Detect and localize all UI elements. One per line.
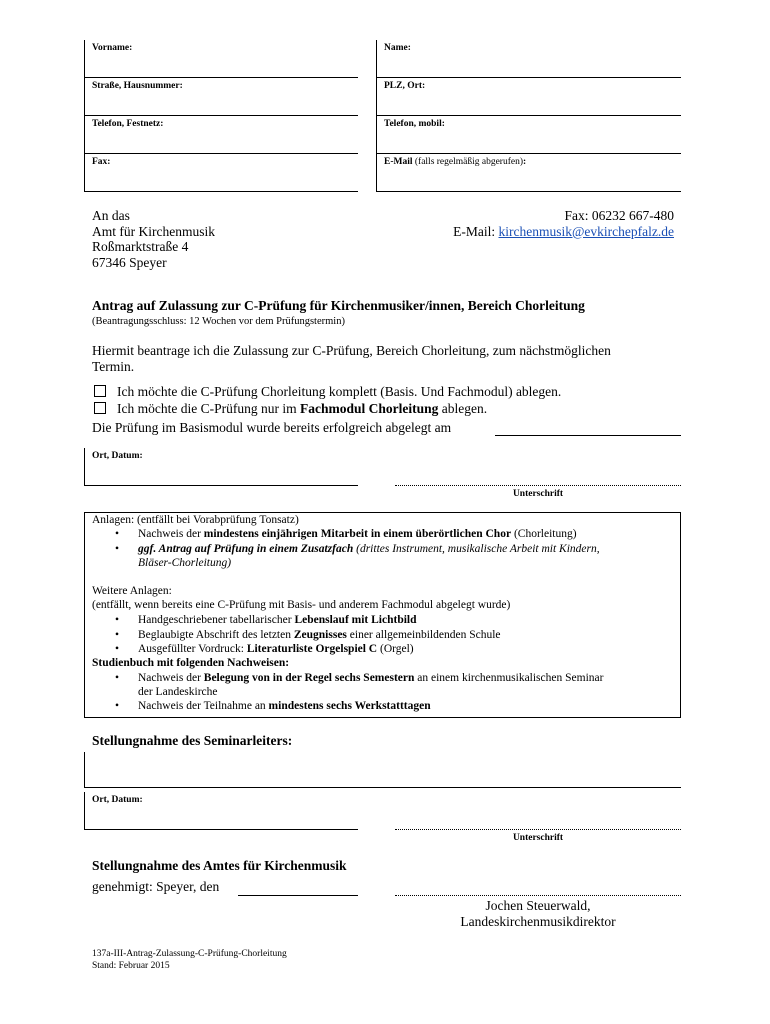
seminar-signature-label: Unterschrift [512, 833, 564, 843]
vorname-label: Vorname: [92, 43, 133, 53]
seminar-ort-datum-label: Ort, Datum: [92, 795, 143, 805]
name-label: Name: [384, 43, 411, 53]
fax-label: Fax: [92, 157, 111, 167]
amt-statement-title: Stellungnahme des Amtes für Kirchenmusik [92, 858, 347, 873]
recipient-contact [453, 208, 674, 239]
bullet-icon: • [115, 643, 120, 655]
request-text [92, 343, 682, 375]
attachment-semester-cont: der Landeskirche [138, 686, 218, 698]
contact-email-label: E-Mail: [453, 223, 499, 239]
form-subtitle: (Beantragungsschluss: 12 Wochen vor dem Prüfungstermin) [92, 316, 345, 327]
attachment-zeugnis: Beglaubigte Abschrift des letzten Zeugnisses einer allgemeinbildenden Schule [138, 629, 501, 641]
option-komplett-label: Ich möchte die C-Prüfung Chorleitung komplett (Basis. Und Fachmodul) ablegen. [117, 384, 562, 399]
request-line-1: Hiermit beantrage ich die Zulassung zur C-Prüfung, Bereich Chorleitung, zum nächstmöglichen [92, 343, 611, 358]
telefon-festnetz-label: Telefon, Festnetz: [92, 119, 164, 129]
document-footer [92, 948, 287, 972]
weitere-note: (entfällt, wenn bereits eine C-Prüfung mit Basis- und anderem Fachmodul abgelegt wurde) [92, 599, 511, 611]
address-line-3: Roßmarktstraße 4 [92, 239, 189, 254]
address-line-4: 67346 Speyer [92, 254, 167, 270]
seminar-signature-line[interactable] [395, 829, 681, 830]
attachment-lebenslauf: Handgeschriebener tabellarischer Lebenslauf mit Lichtbild [138, 614, 417, 626]
form-title: Antrag auf Zulassung zur C-Prüfung für Kirchenmusiker/innen, Bereich Chorleitung [92, 298, 585, 313]
attachments-box [84, 512, 681, 718]
director-signature-line[interactable] [395, 895, 681, 896]
director-name: Jochen Steuerwald, [485, 898, 591, 913]
strasse-field[interactable] [84, 78, 358, 116]
seminar-ort-datum-field[interactable] [84, 792, 358, 830]
basismodul-text: Die Prüfung im Basismodul wurde bereits erfolgreich abgelegt am [92, 420, 452, 435]
genehmigt-date-line[interactable] [238, 895, 358, 896]
option-komplett-checkbox[interactable] [94, 385, 106, 397]
telefon-mobil-label: Telefon, mobil: [384, 119, 445, 129]
fax-field[interactable] [84, 154, 358, 192]
genehmigt-text: genehmigt: Speyer, den [92, 879, 220, 894]
telefon-festnetz-field[interactable] [84, 116, 358, 154]
bullet-icon: • [115, 700, 120, 712]
attachment-chor: Nachweis der mindestens einjährigen Mitarbeit in einem überörtlichen Chor (Chorleitung) [138, 528, 577, 540]
ort-datum-label: Ort, Datum: [92, 451, 143, 461]
option-fachmodul-label: Ich möchte die C-Prüfung nur im Fachmodul Chorleitung ablegen. [117, 401, 488, 416]
attachment-semester: Nachweis der Belegung von in der Regel sechs Semestern an einem kirchenmusikalischen Seminar [138, 672, 604, 684]
contact-fax: Fax: 06232 667-480 [564, 208, 674, 223]
attachment-zusatzfach: ggf. Antrag auf Prüfung in einem Zusatzfach (drittes Instrument, musikalische Arbeit mit Kindern, [138, 543, 600, 555]
bullet-icon: • [115, 528, 120, 540]
seminar-statement-title: Stellungnahme des Seminarleiters: [92, 733, 293, 748]
attachment-zusatzfach-cont: Bläser-Chorleitung) [138, 557, 232, 569]
attachment-werkstatttage: Nachweis der Teilnahme an mindestens sechs Werkstatttagen [138, 700, 431, 712]
bullet-icon: • [115, 672, 120, 684]
weitere-heading: Weitere Anlagen: [92, 585, 172, 597]
email-field[interactable] [376, 154, 681, 192]
footer-date: Stand: Februar 2015 [92, 961, 170, 971]
basismodul-date-line[interactable] [495, 435, 681, 436]
seminar-statement-field[interactable] [84, 752, 681, 788]
attachment-literaturliste: Ausgefüllter Vordruck: Literaturliste Orgelspiel C (Orgel) [138, 643, 414, 655]
address-line-2: Amt für Kirchenmusik [92, 223, 215, 239]
bullet-icon: • [115, 614, 120, 626]
director-role: Landeskirchenmusikdirektor [460, 914, 616, 929]
bullet-icon: • [115, 543, 120, 555]
name-field[interactable] [376, 40, 681, 78]
strasse-label: Straße, Hausnummer: [92, 81, 183, 91]
footer-doc-id: 137a-III-Antrag-Zulassung-C-Prüfung-Chorleitung [92, 949, 287, 959]
signature-line[interactable] [395, 485, 681, 486]
ort-datum-field[interactable] [84, 448, 358, 486]
email-label: E-Mail (falls regelmäßig abgerufen): [384, 157, 527, 167]
option-fachmodul-checkbox[interactable] [94, 402, 106, 414]
signature-label: Unterschrift [512, 489, 564, 499]
plz-ort-label: PLZ, Ort: [384, 81, 426, 91]
contact-email-link[interactable]: kirchenmusik@evkirchepfalz.de [498, 223, 674, 239]
recipient-address [92, 208, 215, 270]
contact-email-line [453, 224, 674, 240]
bullet-icon: • [115, 629, 120, 641]
studienbuch-heading: Studienbuch mit folgenden Nachweisen: [92, 657, 290, 669]
plz-ort-field[interactable] [376, 78, 681, 116]
vorname-field[interactable] [84, 40, 358, 78]
telefon-mobil-field[interactable] [376, 116, 681, 154]
attachments-heading: Anlagen: (entfällt bei Vorabprüfung Tonsatz) [92, 514, 299, 526]
request-line-2: Termin. [92, 359, 135, 374]
address-line-1: An das [92, 208, 130, 223]
